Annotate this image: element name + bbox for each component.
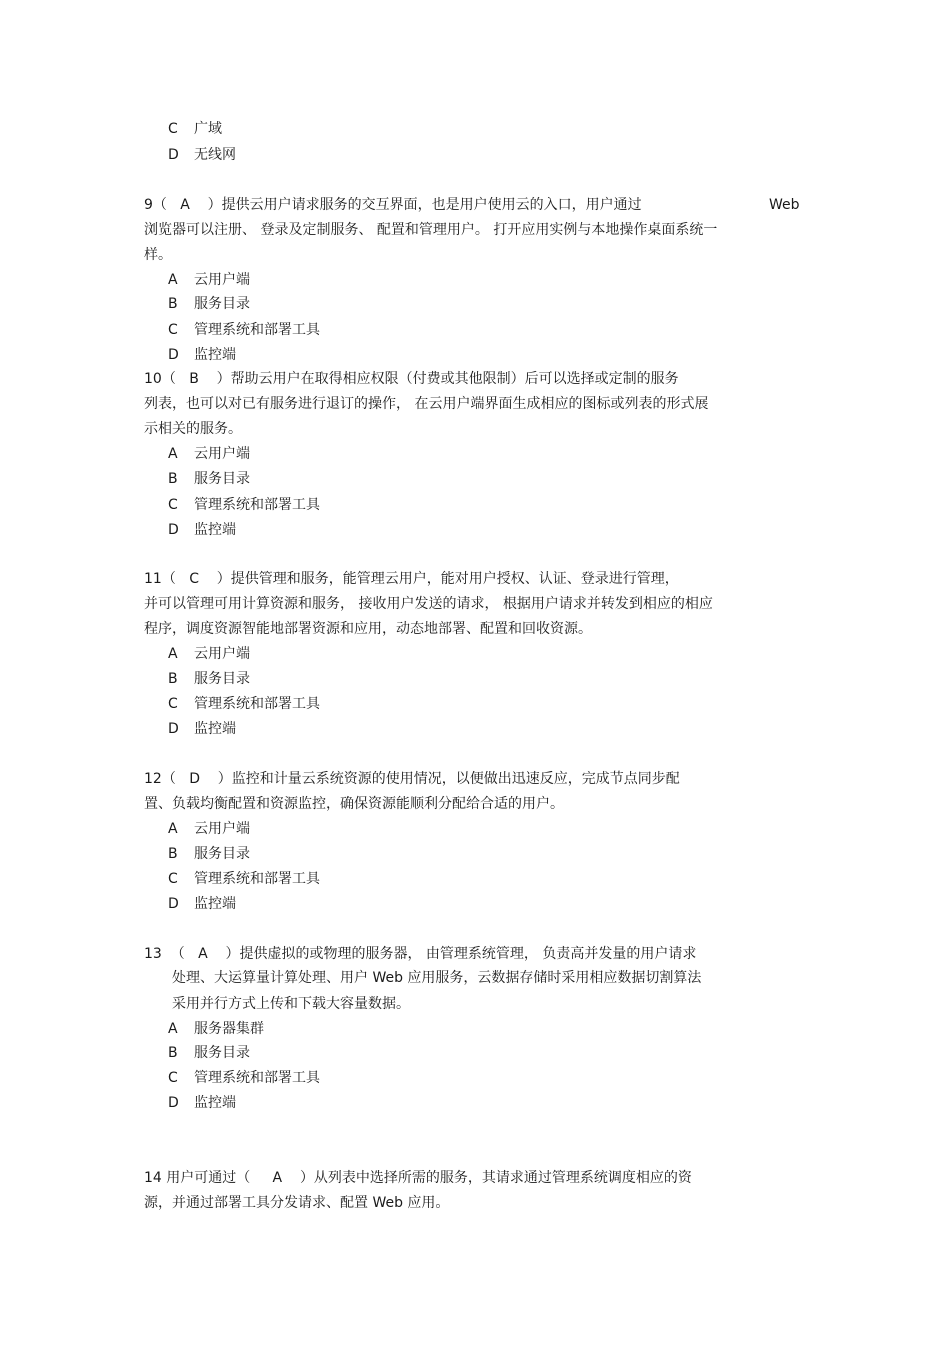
question-number: 12	[144, 771, 162, 787]
list-item	[168, 895, 236, 913]
answer-letter: C	[189, 571, 199, 587]
option-text: 管理系统和部署工具	[194, 871, 320, 887]
question-text: 示相关的服务。	[144, 421, 242, 437]
question-text: 处理、大运算量计算处理、用户 Web 应用服务，云数据存储时采用相应数据切割算法	[172, 970, 702, 986]
question-text: 提供云用户请求服务的交互界面，也是用户使用云的入口，用户通过	[221, 197, 642, 213]
question-text: 提供虚拟的或物理的服务器， 由管理系统管理， 负责高并发量的用户请求	[239, 946, 697, 962]
question-number: 10	[144, 371, 162, 387]
option-text: 无线网	[194, 147, 236, 163]
option-letter: B	[168, 296, 178, 312]
list-item	[168, 470, 250, 488]
question-prefix: 用户可通过（	[166, 1170, 251, 1186]
option-letter: B	[168, 1045, 178, 1061]
option-letter: C	[168, 497, 178, 513]
option-letter: A	[168, 646, 178, 662]
option-text: 监控端	[194, 721, 236, 737]
option-text: 云用户端	[194, 821, 250, 837]
question-text: 提供管理和服务，能管理云用户，能对用户授权、认证、登录进行管理，	[230, 571, 679, 587]
option-text: 服务目录	[194, 296, 250, 312]
question-number: 9	[144, 197, 153, 213]
option-letter: D	[168, 347, 179, 363]
question-10-line-1: 10（ B ）帮助云用户在取得相应权限（付费或其他限制）后可以选择或定制的服务	[144, 371, 679, 387]
option-letter: C	[168, 871, 178, 887]
list-item	[168, 1069, 320, 1087]
question-text: 监控和计量云系统资源的使用情况，以便做出迅速反应，完成节点同步配	[231, 771, 680, 787]
question-14-line-1	[144, 1169, 692, 1187]
list-item	[168, 346, 236, 364]
question-text: 浏览器可以注册、 登录及定制服务、 配置和管理用户。 打开应用实例与本地操作桌面系统一	[144, 222, 718, 238]
option-text: 监控端	[194, 896, 236, 912]
list-item	[168, 645, 250, 663]
answer-letter: D	[189, 771, 200, 787]
question-text: 并可以管理可用计算资源和服务， 接收用户发送的请求， 根据用户请求并转发到相应的相应	[144, 596, 713, 612]
option-letter: B	[168, 471, 178, 487]
question-13-line-1: 13 （ A ）提供虚拟的或物理的服务器， 由管理系统管理， 负责高并发量的用户请求	[144, 946, 697, 962]
list-item	[168, 1020, 264, 1038]
option-text: 管理系统和部署工具	[194, 322, 320, 338]
option-letter: B	[168, 671, 178, 687]
question-9-line-1: 9（ A ）提供云用户请求服务的交互界面，也是用户使用云的入口，用户通过	[144, 197, 642, 213]
list-item	[168, 120, 222, 138]
list-item	[168, 521, 236, 539]
web-label: Web	[769, 197, 800, 213]
question-text: 采用并行方式上传和下载大容量数据。	[172, 996, 410, 1012]
question-number: 14	[144, 1170, 162, 1186]
option-text: 监控端	[194, 522, 236, 538]
list-item	[168, 845, 250, 863]
option-text: 云用户端	[194, 272, 250, 288]
option-letter: A	[168, 821, 178, 837]
list-item	[168, 321, 320, 339]
option-letter: A	[168, 272, 178, 288]
option-letter: C	[168, 121, 178, 137]
question-12-line-1: 12（ D ）监控和计量云系统资源的使用情况，以便做出迅速反应，完成节点同步配	[144, 771, 680, 787]
option-letter: C	[168, 322, 178, 338]
option-text: 服务器集群	[194, 1021, 264, 1037]
option-letter: D	[168, 1095, 179, 1111]
option-letter: A	[168, 446, 178, 462]
option-text: 管理系统和部署工具	[194, 696, 320, 712]
option-text: 服务目录	[194, 471, 250, 487]
list-item	[168, 271, 250, 289]
answer-letter: A	[198, 946, 208, 962]
option-text: 服务目录	[194, 671, 250, 687]
option-letter: D	[168, 522, 179, 538]
question-number: 13	[144, 946, 162, 962]
answer-letter: A	[272, 1170, 283, 1186]
question-text: ）从列表中选择所需的服务，其请求通过管理系统调度相应的资	[299, 1170, 692, 1186]
option-text: 管理系统和部署工具	[194, 1070, 320, 1086]
option-text: 服务目录	[194, 1045, 250, 1061]
question-text: 样。	[144, 247, 172, 263]
option-letter: D	[168, 147, 179, 163]
option-letter: D	[168, 721, 179, 737]
option-letter: B	[168, 846, 178, 862]
question-text: 源，并通过部署工具分发请求、配置 Web 应用。	[144, 1195, 450, 1211]
list-item	[168, 445, 250, 463]
option-text: 广域	[194, 121, 222, 137]
list-item	[168, 870, 320, 888]
option-letter: A	[168, 1021, 178, 1037]
answer-letter: A	[180, 197, 190, 213]
option-letter: C	[168, 1070, 178, 1086]
option-text: 云用户端	[194, 646, 250, 662]
list-item	[168, 720, 236, 738]
question-text: 列表，也可以对已有服务进行退订的操作， 在云用户端界面生成相应的图标或列表的形式展	[144, 396, 709, 412]
option-text: 管理系统和部署工具	[194, 497, 320, 513]
list-item	[168, 695, 320, 713]
list-item	[168, 820, 250, 838]
option-letter: C	[168, 696, 178, 712]
option-text: 监控端	[194, 347, 236, 363]
list-item	[168, 1044, 250, 1062]
question-number: 11	[144, 571, 162, 587]
question-text: 程序，调度资源智能地部署资源和应用，动态地部署、配置和回收资源。	[144, 621, 592, 637]
question-11-line-1: 11（ C ）提供管理和服务，能管理云用户，能对用户授权、认证、登录进行管理，	[144, 571, 679, 587]
list-item	[168, 295, 250, 313]
answer-letter: B	[189, 371, 199, 387]
question-text: 帮助云用户在取得相应权限（付费或其他限制）后可以选择或定制的服务	[230, 371, 679, 387]
option-text: 监控端	[194, 1095, 236, 1111]
list-item	[168, 670, 250, 688]
list-item	[168, 496, 320, 514]
option-text: 云用户端	[194, 446, 250, 462]
list-item	[168, 146, 236, 164]
question-text: 置、负载均衡配置和资源监控，确保资源能顺利分配给合适的用户。	[144, 796, 564, 812]
list-item	[168, 1094, 236, 1112]
option-text: 服务目录	[194, 846, 250, 862]
option-letter: D	[168, 896, 179, 912]
